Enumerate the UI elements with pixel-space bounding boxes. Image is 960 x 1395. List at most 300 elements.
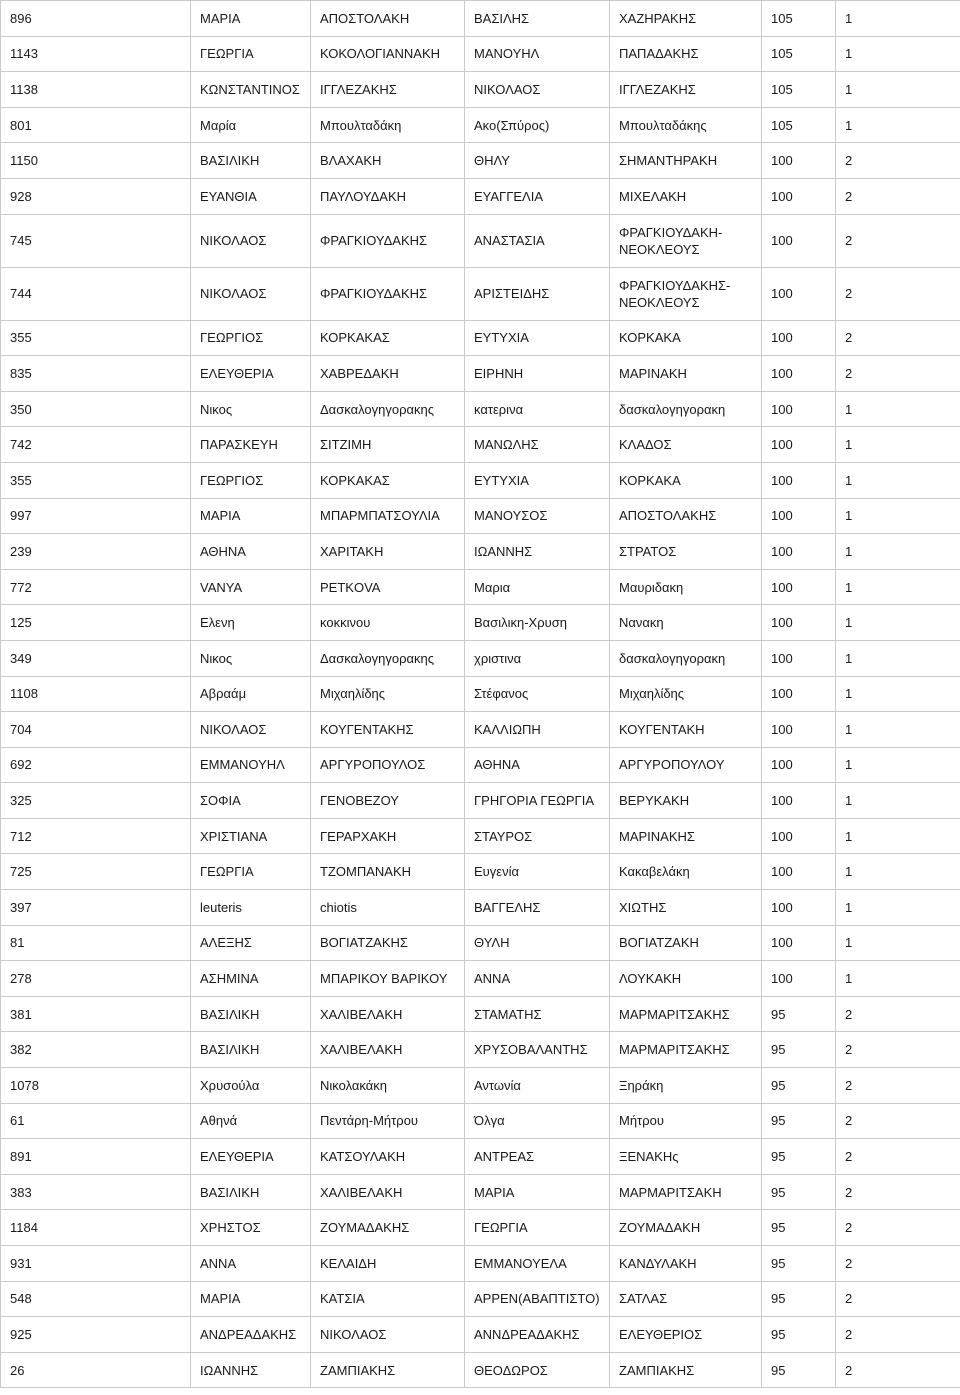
- child-name-cell: ΕΥΤΥΧΙΑ: [465, 320, 610, 356]
- id-cell: 1078: [1, 1068, 191, 1104]
- rank-cell: 1: [836, 747, 960, 783]
- child-name-cell: ΙΩΑΝΝΗΣ: [465, 534, 610, 570]
- id-cell: 381: [1, 996, 191, 1032]
- rank-cell: 2: [836, 1210, 960, 1246]
- last-name-cell: ΜΠΑΡΙΚΟΥ ΒΑΡΙΚΟΥ: [311, 961, 465, 997]
- rank-cell: 1: [836, 72, 960, 108]
- score-cell: 100: [762, 391, 836, 427]
- child-name-cell: ΑΡΙΣΤΕΙΔΗΣ: [465, 267, 610, 320]
- rank-cell: 2: [836, 320, 960, 356]
- id-cell: 548: [1, 1281, 191, 1317]
- first-name-cell: Ελενη: [191, 605, 311, 641]
- last-name-cell: ΑΡΓΥΡΟΠΟΥΛΟΣ: [311, 747, 465, 783]
- child-name-cell: ΑΘΗΝΑ: [465, 747, 610, 783]
- child-surname-cell: ΜΑΡΙΝΑΚΗ: [610, 356, 762, 392]
- child-name-cell: ΑΝΑΣΤΑΣΙΑ: [465, 214, 610, 267]
- id-cell: 26: [1, 1352, 191, 1388]
- first-name-cell: ΑΝΔΡΕΑΔΑΚΗΣ: [191, 1317, 311, 1353]
- first-name-cell: ΜΑΡΙΑ: [191, 1, 311, 37]
- rank-cell: 1: [836, 462, 960, 498]
- child-surname-cell: ΖΟΥΜΑΔΑΚΗ: [610, 1210, 762, 1246]
- score-cell: 100: [762, 712, 836, 748]
- child-surname-cell: ΕΛΕΥΘΕΡΙΟΣ: [610, 1317, 762, 1353]
- first-name-cell: ΒΑΣΙΛΙΚΗ: [191, 1174, 311, 1210]
- score-cell: 105: [762, 72, 836, 108]
- first-name-cell: VANYA: [191, 569, 311, 605]
- score-cell: 95: [762, 1174, 836, 1210]
- rank-cell: 1: [836, 498, 960, 534]
- last-name-cell: chiotis: [311, 890, 465, 926]
- child-name-cell: ΕΥΤΥΧΙΑ: [465, 462, 610, 498]
- id-cell: 1108: [1, 676, 191, 712]
- last-name-cell: ΦΡΑΓΚΙΟΥΔΑΚΗΣ: [311, 214, 465, 267]
- rank-cell: 2: [836, 1352, 960, 1388]
- score-cell: 100: [762, 783, 836, 819]
- table-row: [1, 961, 960, 997]
- id-cell: 278: [1, 961, 191, 997]
- score-cell: 95: [762, 1103, 836, 1139]
- score-cell: 100: [762, 818, 836, 854]
- table-row: [1, 890, 960, 926]
- child-name-cell: ΒΑΣΙΛΗΣ: [465, 1, 610, 37]
- table-row: [1, 178, 960, 214]
- child-name-cell: ΓΡΗΓΟΡΙΑ ΓΕΩΡΓΙΑ: [465, 783, 610, 819]
- rank-cell: 2: [836, 356, 960, 392]
- rank-cell: 1: [836, 676, 960, 712]
- child-surname-cell: ΠΑΠΑΔΑΚΗΣ: [610, 36, 762, 72]
- rank-cell: 2: [836, 1103, 960, 1139]
- score-cell: 95: [762, 996, 836, 1032]
- id-cell: 382: [1, 1032, 191, 1068]
- score-cell: 100: [762, 267, 836, 320]
- last-name-cell: ΚΑΤΣΙΑ: [311, 1281, 465, 1317]
- child-surname-cell: ΑΠΟΣΤΟΛΑΚΗΣ: [610, 498, 762, 534]
- id-cell: 692: [1, 747, 191, 783]
- rank-cell: 1: [836, 391, 960, 427]
- first-name-cell: ΣΟΦΙΑ: [191, 783, 311, 819]
- child-name-cell: ΕΥΑΓΓΕΛΙΑ: [465, 178, 610, 214]
- table-row: [1, 498, 960, 534]
- child-name-cell: ΘΕΟΔΩΡΟΣ: [465, 1352, 610, 1388]
- child-surname-cell: ΚΟΡΚΑΚΑ: [610, 320, 762, 356]
- child-surname-cell: ΜΑΡΜΑΡΙΤΣΑΚΗΣ: [610, 996, 762, 1032]
- child-surname-cell: ΑΡΓΥΡΟΠΟΥΛΟΥ: [610, 747, 762, 783]
- score-cell: 105: [762, 1, 836, 37]
- table-row: [1, 996, 960, 1032]
- score-cell: 100: [762, 143, 836, 179]
- first-name-cell: ΝΙΚΟΛΑΟΣ: [191, 267, 311, 320]
- score-cell: 100: [762, 676, 836, 712]
- first-name-cell: ΝΙΚΟΛΑΟΣ: [191, 214, 311, 267]
- last-name-cell: ΜΠΑΡΜΠΑΤΣΟΥΛΙΑ: [311, 498, 465, 534]
- rank-cell: 1: [836, 534, 960, 570]
- child-surname-cell: Ξηράκη: [610, 1068, 762, 1104]
- last-name-cell: ΚΑΤΣΟΥΛΑΚΗ: [311, 1139, 465, 1175]
- first-name-cell: leuteris: [191, 890, 311, 926]
- id-cell: 1150: [1, 143, 191, 179]
- table-row: [1, 854, 960, 890]
- score-cell: 100: [762, 534, 836, 570]
- child-name-cell: ΝΙΚΟΛΑΟΣ: [465, 72, 610, 108]
- table-row: [1, 712, 960, 748]
- table-row: [1, 1174, 960, 1210]
- table-row: [1, 676, 960, 712]
- id-cell: 1138: [1, 72, 191, 108]
- id-cell: 725: [1, 854, 191, 890]
- table-row: [1, 107, 960, 143]
- table-row: [1, 1210, 960, 1246]
- last-name-cell: ΖΑΜΠΙΑΚΗΣ: [311, 1352, 465, 1388]
- score-cell: 105: [762, 36, 836, 72]
- child-surname-cell: ΙΓΓΛΕΖΑΚΗΣ: [610, 72, 762, 108]
- id-cell: 896: [1, 1, 191, 37]
- id-cell: 712: [1, 818, 191, 854]
- rank-cell: 2: [836, 1281, 960, 1317]
- last-name-cell: Δασκαλογηγορακης: [311, 640, 465, 676]
- table-row: [1, 1139, 960, 1175]
- rank-cell: 2: [836, 1317, 960, 1353]
- child-surname-cell: ΚΟΥΓΕΝΤΑΚΗ: [610, 712, 762, 748]
- rank-cell: 2: [836, 178, 960, 214]
- rank-cell: 1: [836, 783, 960, 819]
- id-cell: 355: [1, 320, 191, 356]
- child-surname-cell: ΜΙΧΕΛΑΚΗ: [610, 178, 762, 214]
- last-name-cell: ΖΟΥΜΑΔΑΚΗΣ: [311, 1210, 465, 1246]
- last-name-cell: ΚΟΥΓΕΝΤΑΚΗΣ: [311, 712, 465, 748]
- last-name-cell: ΤΖΟΜΠΑΝΑΚΗ: [311, 854, 465, 890]
- score-cell: 95: [762, 1032, 836, 1068]
- last-name-cell: ΒΟΓΙΑΤΖΑΚΗΣ: [311, 925, 465, 961]
- child-name-cell: Μαρια: [465, 569, 610, 605]
- child-name-cell: ΜΑΝΩΛΗΣ: [465, 427, 610, 463]
- rank-cell: 1: [836, 36, 960, 72]
- first-name-cell: ΙΩΑΝΝΗΣ: [191, 1352, 311, 1388]
- score-cell: 95: [762, 1281, 836, 1317]
- child-name-cell: Στέφανος: [465, 676, 610, 712]
- child-name-cell: ΑΝΤΡΕΑΣ: [465, 1139, 610, 1175]
- child-surname-cell: δασκαλογηγορακη: [610, 640, 762, 676]
- score-cell: 100: [762, 178, 836, 214]
- child-surname-cell: ΛΟΥΚΑΚΗ: [610, 961, 762, 997]
- first-name-cell: ΕΥΑΝΘΙΑ: [191, 178, 311, 214]
- child-name-cell: Αντωνία: [465, 1068, 610, 1104]
- rank-cell: 2: [836, 1139, 960, 1175]
- child-name-cell: ΕΙΡΗΝΗ: [465, 356, 610, 392]
- score-cell: 100: [762, 640, 836, 676]
- id-cell: 704: [1, 712, 191, 748]
- last-name-cell: ΠΑΥΛΟΥΔΑΚΗ: [311, 178, 465, 214]
- rank-cell: 2: [836, 214, 960, 267]
- child-name-cell: ΕΜΜΑΝΟΥΕΛΑ: [465, 1246, 610, 1282]
- first-name-cell: ΧΡΙΣΤΙΑΝΑ: [191, 818, 311, 854]
- id-cell: 239: [1, 534, 191, 570]
- rank-cell: 2: [836, 1068, 960, 1104]
- table-row: [1, 569, 960, 605]
- first-name-cell: ΜΑΡΙΑ: [191, 498, 311, 534]
- child-name-cell: ΑΝΝΔΡΕΑΔΑΚΗΣ: [465, 1317, 610, 1353]
- score-cell: 100: [762, 747, 836, 783]
- score-cell: 100: [762, 462, 836, 498]
- first-name-cell: ΒΑΣΙΛΙΚΗ: [191, 1032, 311, 1068]
- rank-cell: 1: [836, 605, 960, 641]
- id-cell: 325: [1, 783, 191, 819]
- first-name-cell: ΓΕΩΡΓΙΟΣ: [191, 320, 311, 356]
- child-surname-cell: ΞΕΝΑΚΗς: [610, 1139, 762, 1175]
- child-surname-cell: Μήτρου: [610, 1103, 762, 1139]
- id-cell: 744: [1, 267, 191, 320]
- table-row: [1, 1, 960, 37]
- id-cell: 745: [1, 214, 191, 267]
- rank-cell: 1: [836, 427, 960, 463]
- table-row: [1, 747, 960, 783]
- last-name-cell: ΧΑΡΙΤΑΚΗ: [311, 534, 465, 570]
- last-name-cell: ΧΑΛΙΒΕΛΑΚΗ: [311, 1032, 465, 1068]
- table-row: [1, 462, 960, 498]
- table-row: [1, 1317, 960, 1353]
- rank-cell: 1: [836, 925, 960, 961]
- last-name-cell: ΚΟΡΚΑΚΑΣ: [311, 320, 465, 356]
- score-cell: 105: [762, 107, 836, 143]
- id-cell: 997: [1, 498, 191, 534]
- rank-cell: 2: [836, 996, 960, 1032]
- id-cell: 397: [1, 890, 191, 926]
- score-cell: 100: [762, 214, 836, 267]
- first-name-cell: Νικος: [191, 391, 311, 427]
- score-cell: 100: [762, 890, 836, 926]
- child-name-cell: ΓΕΩΡΓΙΑ: [465, 1210, 610, 1246]
- child-name-cell: ΑΡΡΕΝ(ΑΒΑΠΤΙΣΤΟ): [465, 1281, 610, 1317]
- table-row: [1, 783, 960, 819]
- last-name-cell: ΚΕΛΑΙΔΗ: [311, 1246, 465, 1282]
- child-name-cell: ΘΥΛΗ: [465, 925, 610, 961]
- last-name-cell: ΣΙΤΖΙΜΗ: [311, 427, 465, 463]
- score-cell: 95: [762, 1068, 836, 1104]
- child-name-cell: ΣΤΑΥΡΟΣ: [465, 818, 610, 854]
- child-surname-cell: ΚΛΑΔΟΣ: [610, 427, 762, 463]
- first-name-cell: ΝΙΚΟΛΑΟΣ: [191, 712, 311, 748]
- table-row: [1, 72, 960, 108]
- table-row: [1, 1068, 960, 1104]
- table-row: [1, 1281, 960, 1317]
- rank-cell: 1: [836, 1, 960, 37]
- first-name-cell: ΚΩΝΣΤΑΝΤΙΝΟΣ: [191, 72, 311, 108]
- last-name-cell: ΝΙΚΟΛΑΟΣ: [311, 1317, 465, 1353]
- child-name-cell: χριστινα: [465, 640, 610, 676]
- score-cell: 100: [762, 605, 836, 641]
- child-surname-cell: ΦΡΑΓΚΙΟΥΔΑΚΗ-​ΝΕΟΚΛΕΟΥΣ: [610, 214, 762, 267]
- id-cell: 801: [1, 107, 191, 143]
- rank-cell: 2: [836, 1032, 960, 1068]
- child-surname-cell: δασκαλογηγορακη: [610, 391, 762, 427]
- id-cell: 742: [1, 427, 191, 463]
- child-surname-cell: ΣΗΜΑΝΤΗΡΑΚΗ: [610, 143, 762, 179]
- id-cell: 61: [1, 1103, 191, 1139]
- score-cell: 95: [762, 1210, 836, 1246]
- first-name-cell: Νικος: [191, 640, 311, 676]
- last-name-cell: ΧΑΒΡΕΔΑΚΗ: [311, 356, 465, 392]
- last-name-cell: ΚΟΚΟΛΟΓΙΑΝΝΑΚΗ: [311, 36, 465, 72]
- child-surname-cell: ΜΑΡΜΑΡΙΤΣΑΚΗ: [610, 1174, 762, 1210]
- table-row: [1, 391, 960, 427]
- score-cell: 100: [762, 427, 836, 463]
- table-row: [1, 534, 960, 570]
- score-cell: 100: [762, 961, 836, 997]
- first-name-cell: ΓΕΩΡΓΙΑ: [191, 854, 311, 890]
- score-cell: 100: [762, 569, 836, 605]
- score-cell: 100: [762, 925, 836, 961]
- child-surname-cell: ΧΙΩΤΗΣ: [610, 890, 762, 926]
- child-surname-cell: ΣΑΤΛΑΣ: [610, 1281, 762, 1317]
- table-row: [1, 925, 960, 961]
- child-name-cell: ΣΤΑΜΑΤΗΣ: [465, 996, 610, 1032]
- first-name-cell: ΓΕΩΡΓΙΑ: [191, 36, 311, 72]
- last-name-cell: ΑΠΟΣΤΟΛΑΚΗ: [311, 1, 465, 37]
- child-name-cell: ΑΝΝΑ: [465, 961, 610, 997]
- id-cell: 835: [1, 356, 191, 392]
- id-cell: 125: [1, 605, 191, 641]
- first-name-cell: ΠΑΡΑΣΚΕΥΗ: [191, 427, 311, 463]
- id-cell: 925: [1, 1317, 191, 1353]
- table-row: [1, 640, 960, 676]
- child-name-cell: ΜΑΝΟΥΣΟΣ: [465, 498, 610, 534]
- first-name-cell: ΧΡΗΣΤΟΣ: [191, 1210, 311, 1246]
- child-name-cell: ΚΑΛΛΙΩΠΗ: [465, 712, 610, 748]
- child-name-cell: ΒΑΓΓΕΛΗΣ: [465, 890, 610, 926]
- score-cell: 95: [762, 1139, 836, 1175]
- last-name-cell: ΒΛΑΧΑΚΗ: [311, 143, 465, 179]
- first-name-cell: ΕΛΕΥΘΕΡΙΑ: [191, 1139, 311, 1175]
- last-name-cell: Πεντάρη-Μήτρου: [311, 1103, 465, 1139]
- child-surname-cell: ΣΤΡΑΤΟΣ: [610, 534, 762, 570]
- last-name-cell: ΚΟΡΚΑΚΑΣ: [311, 462, 465, 498]
- id-cell: 1184: [1, 1210, 191, 1246]
- child-surname-cell: Μιχαηλίδης: [610, 676, 762, 712]
- last-name-cell: κοκκινου: [311, 605, 465, 641]
- first-name-cell: Αθηνά: [191, 1103, 311, 1139]
- child-surname-cell: ΜΑΡΜΑΡΙΤΣΑΚΗΣ: [610, 1032, 762, 1068]
- child-surname-cell: Κακαβελάκη: [610, 854, 762, 890]
- id-cell: 891: [1, 1139, 191, 1175]
- child-surname-cell: Μαυριδακη: [610, 569, 762, 605]
- first-name-cell: ΜΑΡΙΑ: [191, 1281, 311, 1317]
- id-cell: 928: [1, 178, 191, 214]
- score-cell: 100: [762, 320, 836, 356]
- table-row: [1, 143, 960, 179]
- first-name-cell: ΕΛΕΥΘΕΡΙΑ: [191, 356, 311, 392]
- last-name-cell: Δασκαλογηγορακης: [311, 391, 465, 427]
- score-cell: 100: [762, 356, 836, 392]
- rank-cell: 2: [836, 1246, 960, 1282]
- child-name-cell: ΜΑΡΙΑ: [465, 1174, 610, 1210]
- child-surname-cell: ΦΡΑΓΚΙΟΥΔΑΚΗΣ-​ΝΕΟΚΛΕΟΥΣ: [610, 267, 762, 320]
- first-name-cell: Χρυσούλα: [191, 1068, 311, 1104]
- id-cell: 772: [1, 569, 191, 605]
- table-body: [1, 1, 960, 1388]
- child-surname-cell: Μπουλταδάκης: [610, 107, 762, 143]
- table-row: [1, 1103, 960, 1139]
- id-cell: 931: [1, 1246, 191, 1282]
- table-row: [1, 356, 960, 392]
- id-cell: 355: [1, 462, 191, 498]
- last-name-cell: ΙΓΓΛΕΖΑΚΗΣ: [311, 72, 465, 108]
- child-surname-cell: ΒΟΓΙΑΤΖΑΚΗ: [610, 925, 762, 961]
- child-name-cell: κατερινα: [465, 391, 610, 427]
- child-name-cell: ΧΡΥΣΟΒΑΛΑΝΤΗΣ: [465, 1032, 610, 1068]
- last-name-cell: ΓΕΝΟΒΕΖΟΥ: [311, 783, 465, 819]
- id-cell: 81: [1, 925, 191, 961]
- rank-cell: 1: [836, 569, 960, 605]
- first-name-cell: ΓΕΩΡΓΙΟΣ: [191, 462, 311, 498]
- child-surname-cell: ΧΑΖΗΡΑΚΗΣ: [610, 1, 762, 37]
- child-name-cell: Ευγενία: [465, 854, 610, 890]
- table-row: [1, 267, 960, 320]
- last-name-cell: Μιχαηλίδης: [311, 676, 465, 712]
- table-row: [1, 1246, 960, 1282]
- table-row: [1, 36, 960, 72]
- rank-cell: 2: [836, 143, 960, 179]
- table-row: [1, 818, 960, 854]
- last-name-cell: Νικολακάκη: [311, 1068, 465, 1104]
- child-surname-cell: Νανακη: [610, 605, 762, 641]
- child-surname-cell: ΖΑΜΠΙΑΚΗΣ: [610, 1352, 762, 1388]
- last-name-cell: ΧΑΛΙΒΕΛΑΚΗ: [311, 1174, 465, 1210]
- table-row: [1, 605, 960, 641]
- child-name-cell: ΘΗΛΥ: [465, 143, 610, 179]
- child-name-cell: Βασιλικη-Χρυση: [465, 605, 610, 641]
- last-name-cell: ΦΡΑΓΚΙΟΥΔΑΚΗΣ: [311, 267, 465, 320]
- rank-cell: 1: [836, 712, 960, 748]
- last-name-cell: Μπουλταδάκη: [311, 107, 465, 143]
- child-name-cell: ΜΑΝΟΥΗΛ: [465, 36, 610, 72]
- score-cell: 100: [762, 498, 836, 534]
- table-row: [1, 1032, 960, 1068]
- last-name-cell: PETKOVA: [311, 569, 465, 605]
- first-name-cell: ΑΘΗΝΑ: [191, 534, 311, 570]
- child-surname-cell: ΒΕΡΥΚΑΚΗ: [610, 783, 762, 819]
- rank-cell: 2: [836, 1174, 960, 1210]
- id-cell: 349: [1, 640, 191, 676]
- rank-cell: 1: [836, 107, 960, 143]
- table-row: [1, 427, 960, 463]
- id-cell: 350: [1, 391, 191, 427]
- first-name-cell: Αβραάμ: [191, 676, 311, 712]
- first-name-cell: ΑΣΗΜΙΝΑ: [191, 961, 311, 997]
- first-name-cell: ΒΑΣΙΛΙΚΗ: [191, 996, 311, 1032]
- last-name-cell: ΧΑΛΙΒΕΛΑΚΗ: [311, 996, 465, 1032]
- table-row: [1, 1352, 960, 1388]
- id-cell: 1143: [1, 36, 191, 72]
- first-name-cell: ΑΝΝΑ: [191, 1246, 311, 1282]
- rank-cell: 1: [836, 961, 960, 997]
- rank-cell: 1: [836, 640, 960, 676]
- rank-cell: 1: [836, 890, 960, 926]
- child-surname-cell: ΚΟΡΚΑΚΑ: [610, 462, 762, 498]
- score-cell: 95: [762, 1317, 836, 1353]
- child-name-cell: Όλγα: [465, 1103, 610, 1139]
- first-name-cell: ΕΜΜΑΝΟΥΗΛ: [191, 747, 311, 783]
- score-cell: 100: [762, 854, 836, 890]
- table-row: [1, 214, 960, 267]
- rank-cell: 2: [836, 267, 960, 320]
- last-name-cell: ΓΕΡΑΡΧΑΚΗ: [311, 818, 465, 854]
- child-surname-cell: ΚΑΝΔΥΛΑΚΗ: [610, 1246, 762, 1282]
- rank-cell: 1: [836, 818, 960, 854]
- first-name-cell: Μαρία: [191, 107, 311, 143]
- first-name-cell: ΑΛΕΞΗΣ: [191, 925, 311, 961]
- child-surname-cell: ΜΑΡΙΝΑΚΗΣ: [610, 818, 762, 854]
- score-cell: 95: [762, 1352, 836, 1388]
- first-name-cell: ΒΑΣΙΛΙΚΗ: [191, 143, 311, 179]
